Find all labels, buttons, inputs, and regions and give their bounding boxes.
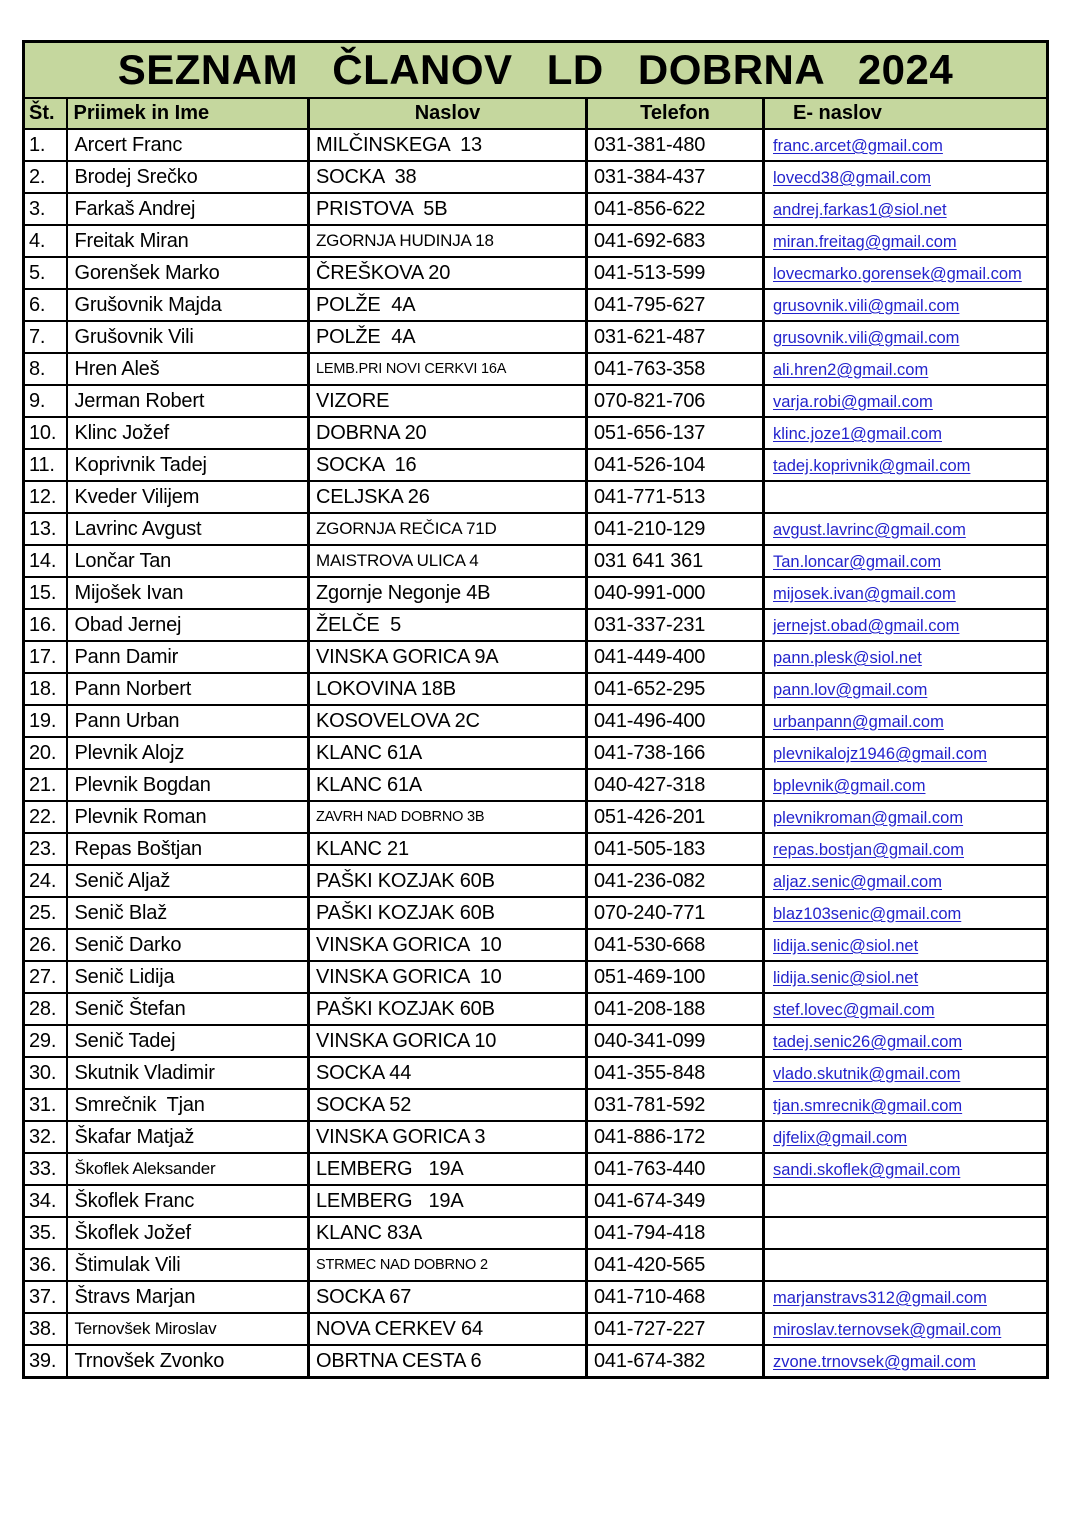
member-address: Zgornje Negonje 4B — [309, 577, 587, 609]
member-email-cell — [764, 929, 1048, 961]
member-email-cell — [764, 1153, 1048, 1185]
member-phone: 041-530-668 — [587, 929, 764, 961]
member-name: Plevnik Bogdan — [67, 769, 309, 801]
member-email-cell — [764, 545, 1048, 577]
member-email-cell — [764, 801, 1048, 833]
member-email-cell — [764, 1217, 1048, 1249]
member-email-cell — [764, 865, 1048, 897]
member-email-cell — [764, 769, 1048, 801]
member-phone: 041-886-172 — [587, 1121, 764, 1153]
member-email-cell — [764, 513, 1048, 545]
member-name: Škoflek Franc — [67, 1185, 309, 1217]
table-row — [24, 737, 1048, 769]
row-number: 28. — [24, 993, 67, 1025]
table-row — [24, 1057, 1048, 1089]
member-email-cell — [764, 1249, 1048, 1281]
email-link[interactable]: repas.bostjan@gmail.com — [773, 840, 964, 859]
member-name: Plevnik Alojz — [67, 737, 309, 769]
row-number: 16. — [24, 609, 67, 641]
member-email-cell — [764, 897, 1048, 929]
email-link[interactable]: vlado.skutnik@gmail.com — [773, 1064, 961, 1083]
member-email-cell — [764, 737, 1048, 769]
email-link[interactable]: plevnikalojz1946@gmail.com — [773, 744, 987, 763]
email-link[interactable]: Tan.loncar@gmail.com — [773, 552, 942, 571]
member-phone: 041-710-468 — [587, 1281, 764, 1313]
email-link[interactable]: tadej.koprivnik@gmail.com — [773, 456, 971, 475]
member-phone: 041-236-082 — [587, 865, 764, 897]
member-address: VIZORE — [309, 385, 587, 417]
table-row — [24, 993, 1048, 1025]
row-number: 25. — [24, 897, 67, 929]
member-email-cell — [764, 1345, 1048, 1378]
table-row — [24, 1217, 1048, 1249]
member-name: Senič Tadej — [67, 1025, 309, 1057]
member-address: LOKOVINA 18B — [309, 673, 587, 705]
row-number: 14. — [24, 545, 67, 577]
member-address: MAISTROVA ULICA 4 — [309, 545, 587, 577]
email-link[interactable]: klinc.joze1@gmail.com — [773, 424, 942, 443]
member-name: Grušovnik Vili — [67, 321, 309, 353]
member-phone: 051-426-201 — [587, 801, 764, 833]
row-number: 13. — [24, 513, 67, 545]
member-phone: 070-821-706 — [587, 385, 764, 417]
member-address: LEMB.PRI NOVI CERKVI 16A — [309, 353, 587, 385]
member-address: PAŠKI KOZJAK 60B — [309, 993, 587, 1025]
row-number: 35. — [24, 1217, 67, 1249]
member-phone: 041-763-358 — [587, 353, 764, 385]
member-phone: 041-505-183 — [587, 833, 764, 865]
member-address: ŽELČE 5 — [309, 609, 587, 641]
member-address: SOCKA 38 — [309, 161, 587, 193]
row-number: 3. — [24, 193, 67, 225]
member-phone: 070-240-771 — [587, 897, 764, 929]
member-address: KLANC 83A — [309, 1217, 587, 1249]
row-number: 1. — [24, 129, 67, 161]
table-row — [24, 577, 1048, 609]
member-name: Senič Darko — [67, 929, 309, 961]
member-name: Farkaš Andrej — [67, 193, 309, 225]
email-link[interactable]: grusovnik.vili@gmail.com — [773, 328, 960, 347]
email-link[interactable]: avgust.lavrinc@gmail.com — [773, 520, 966, 539]
table-row — [24, 1313, 1048, 1345]
table-row — [24, 161, 1048, 193]
email-link[interactable]: pann.lov@gmail.com — [773, 680, 928, 699]
member-name: Senič Aljaž — [67, 865, 309, 897]
member-name: Senič Blaž — [67, 897, 309, 929]
member-email-cell — [764, 1121, 1048, 1153]
document-title: SEZNAM ČLANOV LD DOBRNA 2024 — [24, 42, 1048, 99]
member-name: Brodej Srečko — [67, 161, 309, 193]
member-email-cell — [764, 481, 1048, 513]
row-number: 30. — [24, 1057, 67, 1089]
email-link[interactable]: miroslav.ternovsek@gmail.com — [773, 1320, 1002, 1339]
member-phone: 041-794-418 — [587, 1217, 764, 1249]
table-row — [24, 417, 1048, 449]
member-address: STRMEC NAD DOBRNO 2 — [309, 1249, 587, 1281]
member-email-cell — [764, 1089, 1048, 1121]
member-phone: 040-427-318 — [587, 769, 764, 801]
member-email-cell — [764, 417, 1048, 449]
table-row — [24, 481, 1048, 513]
email-link[interactable]: franc.arcet@gmail.com — [773, 136, 943, 155]
table-row — [24, 705, 1048, 737]
member-address: PRISTOVA 5B — [309, 193, 587, 225]
email-link[interactable]: stef.lovec@gmail.com — [773, 1000, 935, 1019]
member-name: Hren Aleš — [67, 353, 309, 385]
table-header-row — [24, 98, 1048, 129]
member-address: ČREŠKOVA 20 — [309, 257, 587, 289]
member-phone: 040-341-099 — [587, 1025, 764, 1057]
member-email-cell — [764, 961, 1048, 993]
member-address: VINSKA GORICA 10 — [309, 961, 587, 993]
email-link[interactable]: sandi.skoflek@gmail.com — [773, 1160, 961, 1179]
member-address: POLŽE 4A — [309, 289, 587, 321]
member-address: MILČINSKEGA 13 — [309, 129, 587, 161]
member-address: OBRTNA CESTA 6 — [309, 1345, 587, 1378]
member-address: CELJSKA 26 — [309, 481, 587, 513]
email-link[interactable]: pann.plesk@siol.net — [773, 648, 922, 667]
member-phone: 041-738-166 — [587, 737, 764, 769]
table-row — [24, 545, 1048, 577]
email-link[interactable]: mijosek.ivan@gmail.com — [773, 584, 956, 603]
member-name: Koprivnik Tadej — [67, 449, 309, 481]
member-email-cell — [764, 193, 1048, 225]
member-phone: 031 641 361 — [587, 545, 764, 577]
member-name: Štravs Marjan — [67, 1281, 309, 1313]
table-row — [24, 1089, 1048, 1121]
member-address: VINSKA GORICA 3 — [309, 1121, 587, 1153]
column-header-address: Naslov — [309, 98, 587, 129]
member-email-cell — [764, 129, 1048, 161]
email-link[interactable]: aljaz.senic@gmail.com — [773, 872, 942, 891]
member-name: Grušovnik Majda — [67, 289, 309, 321]
member-name: Škafar Matjaž — [67, 1121, 309, 1153]
email-link[interactable]: andrej.farkas1@siol.net — [773, 200, 947, 219]
table-row — [24, 769, 1048, 801]
member-email-cell — [764, 321, 1048, 353]
row-number: 8. — [24, 353, 67, 385]
row-number: 19. — [24, 705, 67, 737]
table-row — [24, 673, 1048, 705]
table-body — [24, 129, 1048, 1378]
column-header-email: E- naslov — [764, 98, 1048, 129]
member-phone: 041-210-129 — [587, 513, 764, 545]
member-phone: 041-795-627 — [587, 289, 764, 321]
member-email-cell — [764, 449, 1048, 481]
member-name: Jerman Robert — [67, 385, 309, 417]
row-number: 23. — [24, 833, 67, 865]
table-row — [24, 1281, 1048, 1313]
member-name: Arcert Franc — [67, 129, 309, 161]
table-row — [24, 961, 1048, 993]
member-phone: 041-674-382 — [587, 1345, 764, 1378]
member-address: VINSKA GORICA 10 — [309, 1025, 587, 1057]
table-row — [24, 641, 1048, 673]
row-number: 38. — [24, 1313, 67, 1345]
member-address: ZGORNJA REČICA 71D — [309, 513, 587, 545]
email-link[interactable]: lovecd38@gmail.com — [773, 168, 931, 187]
email-link[interactable]: jernejst.obad@gmail.com — [773, 616, 960, 635]
member-email-cell — [764, 385, 1048, 417]
member-address: KOSOVELOVA 2C — [309, 705, 587, 737]
title-row — [24, 42, 1048, 99]
member-address: KLANC 21 — [309, 833, 587, 865]
member-phone: 041-449-400 — [587, 641, 764, 673]
member-email-cell — [764, 609, 1048, 641]
row-number: 26. — [24, 929, 67, 961]
table-row — [24, 897, 1048, 929]
table-row — [24, 609, 1048, 641]
row-number: 39. — [24, 1345, 67, 1378]
row-number: 9. — [24, 385, 67, 417]
member-address: VINSKA GORICA 9A — [309, 641, 587, 673]
member-phone: 041-208-188 — [587, 993, 764, 1025]
member-address: KLANC 61A — [309, 769, 587, 801]
table-row — [24, 129, 1048, 161]
member-address: VINSKA GORICA 10 — [309, 929, 587, 961]
row-number: 32. — [24, 1121, 67, 1153]
member-address: SOCKA 16 — [309, 449, 587, 481]
table-row — [24, 257, 1048, 289]
email-link[interactable]: urbanpann@gmail.com — [773, 712, 944, 731]
member-address: ZAVRH NAD DOBRNO 3B — [309, 801, 587, 833]
row-number: 22. — [24, 801, 67, 833]
column-header-number: Št. — [24, 98, 67, 129]
email-link[interactable]: tjan.smrecnik@gmail.com — [773, 1096, 963, 1115]
member-name: Kveder Vilijem — [67, 481, 309, 513]
member-phone: 031-781-592 — [587, 1089, 764, 1121]
member-phone: 041-355-848 — [587, 1057, 764, 1089]
member-address: LEMBERG 19A — [309, 1153, 587, 1185]
row-number: 20. — [24, 737, 67, 769]
row-number: 18. — [24, 673, 67, 705]
table-row — [24, 833, 1048, 865]
row-number: 33. — [24, 1153, 67, 1185]
member-phone: 031-381-480 — [587, 129, 764, 161]
table-row — [24, 1121, 1048, 1153]
member-name: Repas Boštjan — [67, 833, 309, 865]
member-address: NOVA CERKEV 64 — [309, 1313, 587, 1345]
member-address: PAŠKI KOZJAK 60B — [309, 865, 587, 897]
document-page — [22, 40, 1046, 1379]
email-link[interactable]: blaz103senic@gmail.com — [773, 904, 962, 923]
member-phone: 051-656-137 — [587, 417, 764, 449]
member-name: Skutnik Vladimir — [67, 1057, 309, 1089]
table-row — [24, 929, 1048, 961]
email-link[interactable]: lidija.senic@siol.net — [773, 968, 919, 987]
member-phone: 041-420-565 — [587, 1249, 764, 1281]
member-phone: 040-991-000 — [587, 577, 764, 609]
row-number: 11. — [24, 449, 67, 481]
member-name: Plevnik Roman — [67, 801, 309, 833]
row-number: 24. — [24, 865, 67, 897]
email-link[interactable]: djfelix@gmail.com — [773, 1128, 908, 1147]
row-number: 10. — [24, 417, 67, 449]
table-row — [24, 321, 1048, 353]
table-row — [24, 801, 1048, 833]
member-name: Mijošek Ivan — [67, 577, 309, 609]
member-phone: 041-674-349 — [587, 1185, 764, 1217]
email-link[interactable]: plevnikroman@gmail.com — [773, 808, 964, 827]
member-name: Pann Norbert — [67, 673, 309, 705]
row-number: 15. — [24, 577, 67, 609]
member-name: Obad Jernej — [67, 609, 309, 641]
row-number: 21. — [24, 769, 67, 801]
row-number: 34. — [24, 1185, 67, 1217]
member-phone: 041-513-599 — [587, 257, 764, 289]
member-name: Škoflek Aleksander — [67, 1153, 309, 1185]
member-name: Lavrinc Avgust — [67, 513, 309, 545]
email-link[interactable]: ali.hren2@gmail.com — [773, 360, 929, 379]
row-number: 6. — [24, 289, 67, 321]
row-number: 37. — [24, 1281, 67, 1313]
member-email-cell — [764, 289, 1048, 321]
member-name: Pann Damir — [67, 641, 309, 673]
member-email-cell — [764, 673, 1048, 705]
email-link[interactable]: varja.robi@gmail.com — [773, 392, 933, 411]
table-row — [24, 193, 1048, 225]
member-address: POLŽE 4A — [309, 321, 587, 353]
member-email-cell — [764, 1025, 1048, 1057]
member-phone: 031-384-437 — [587, 161, 764, 193]
member-address: LEMBERG 19A — [309, 1185, 587, 1217]
member-name: Štimulak Vili — [67, 1249, 309, 1281]
member-phone: 041-763-440 — [587, 1153, 764, 1185]
member-email-cell — [764, 705, 1048, 737]
member-name: Pann Urban — [67, 705, 309, 737]
member-name: Gorenšek Marko — [67, 257, 309, 289]
email-link[interactable]: zvone.trnovsek@gmail.com — [773, 1352, 976, 1371]
member-email-cell — [764, 225, 1048, 257]
member-email-cell — [764, 641, 1048, 673]
member-phone: 031-337-231 — [587, 609, 764, 641]
table-row — [24, 1345, 1048, 1378]
member-address: ZGORNJA HUDINJA 18 — [309, 225, 587, 257]
row-number: 7. — [24, 321, 67, 353]
table-row — [24, 513, 1048, 545]
member-name: Lončar Tan — [67, 545, 309, 577]
member-name: Klinc Jožef — [67, 417, 309, 449]
member-phone: 041-692-683 — [587, 225, 764, 257]
email-link[interactable]: tadej.senic26@gmail.com — [773, 1032, 963, 1051]
email-link[interactable]: miran.freitag@gmail.com — [773, 232, 957, 251]
column-header-name: Priimek in Ime — [67, 98, 309, 129]
row-number: 36. — [24, 1249, 67, 1281]
member-name: Smrečnik Tjan — [67, 1089, 309, 1121]
row-number: 17. — [24, 641, 67, 673]
table-row — [24, 865, 1048, 897]
member-email-cell — [764, 1185, 1048, 1217]
member-name: Škoflek Jožef — [67, 1217, 309, 1249]
member-address: DOBRNA 20 — [309, 417, 587, 449]
table-row — [24, 1153, 1048, 1185]
member-email-cell — [764, 1313, 1048, 1345]
member-phone: 041-727-227 — [587, 1313, 764, 1345]
member-name: Freitak Miran — [67, 225, 309, 257]
member-phone: 041-652-295 — [587, 673, 764, 705]
email-link[interactable]: lovecmarko.gorensek@gmail.com — [773, 264, 1022, 283]
row-number: 4. — [24, 225, 67, 257]
table-row — [24, 385, 1048, 417]
table-row — [24, 1025, 1048, 1057]
row-number: 29. — [24, 1025, 67, 1057]
email-link[interactable]: grusovnik.vili@gmail.com — [773, 296, 960, 315]
member-name: Senič Lidija — [67, 961, 309, 993]
member-email-cell — [764, 577, 1048, 609]
row-number: 5. — [24, 257, 67, 289]
member-email-cell — [764, 1057, 1048, 1089]
email-link[interactable]: marjanstravs312@gmail.com — [773, 1288, 987, 1307]
member-phone: 041-496-400 — [587, 705, 764, 737]
member-name: Ternovšek Miroslav — [67, 1313, 309, 1345]
member-phone: 041-771-513 — [587, 481, 764, 513]
row-number: 31. — [24, 1089, 67, 1121]
table-row — [24, 1249, 1048, 1281]
table-row — [24, 1185, 1048, 1217]
member-email-cell — [764, 833, 1048, 865]
member-address: SOCKA 67 — [309, 1281, 587, 1313]
member-address: SOCKA 52 — [309, 1089, 587, 1121]
member-name: Trnovšek Zvonko — [67, 1345, 309, 1378]
member-address: PAŠKI KOZJAK 60B — [309, 897, 587, 929]
member-address: KLANC 61A — [309, 737, 587, 769]
column-header-phone: Telefon — [587, 98, 764, 129]
member-phone: 031-621-487 — [587, 321, 764, 353]
member-email-cell — [764, 161, 1048, 193]
row-number: 2. — [24, 161, 67, 193]
table-row — [24, 289, 1048, 321]
table-row — [24, 449, 1048, 481]
row-number: 27. — [24, 961, 67, 993]
member-email-cell — [764, 353, 1048, 385]
member-address: SOCKA 44 — [309, 1057, 587, 1089]
member-email-cell — [764, 1281, 1048, 1313]
email-link[interactable]: bplevnik@gmail.com — [773, 776, 926, 795]
members-table — [22, 40, 1049, 1379]
email-link[interactable]: lidija.senic@siol.net — [773, 936, 919, 955]
row-number: 12. — [24, 481, 67, 513]
member-email-cell — [764, 257, 1048, 289]
member-email-cell — [764, 993, 1048, 1025]
member-phone: 051-469-100 — [587, 961, 764, 993]
table-row — [24, 353, 1048, 385]
table-row — [24, 225, 1048, 257]
member-name: Senič Štefan — [67, 993, 309, 1025]
member-phone: 041-856-622 — [587, 193, 764, 225]
member-phone: 041-526-104 — [587, 449, 764, 481]
